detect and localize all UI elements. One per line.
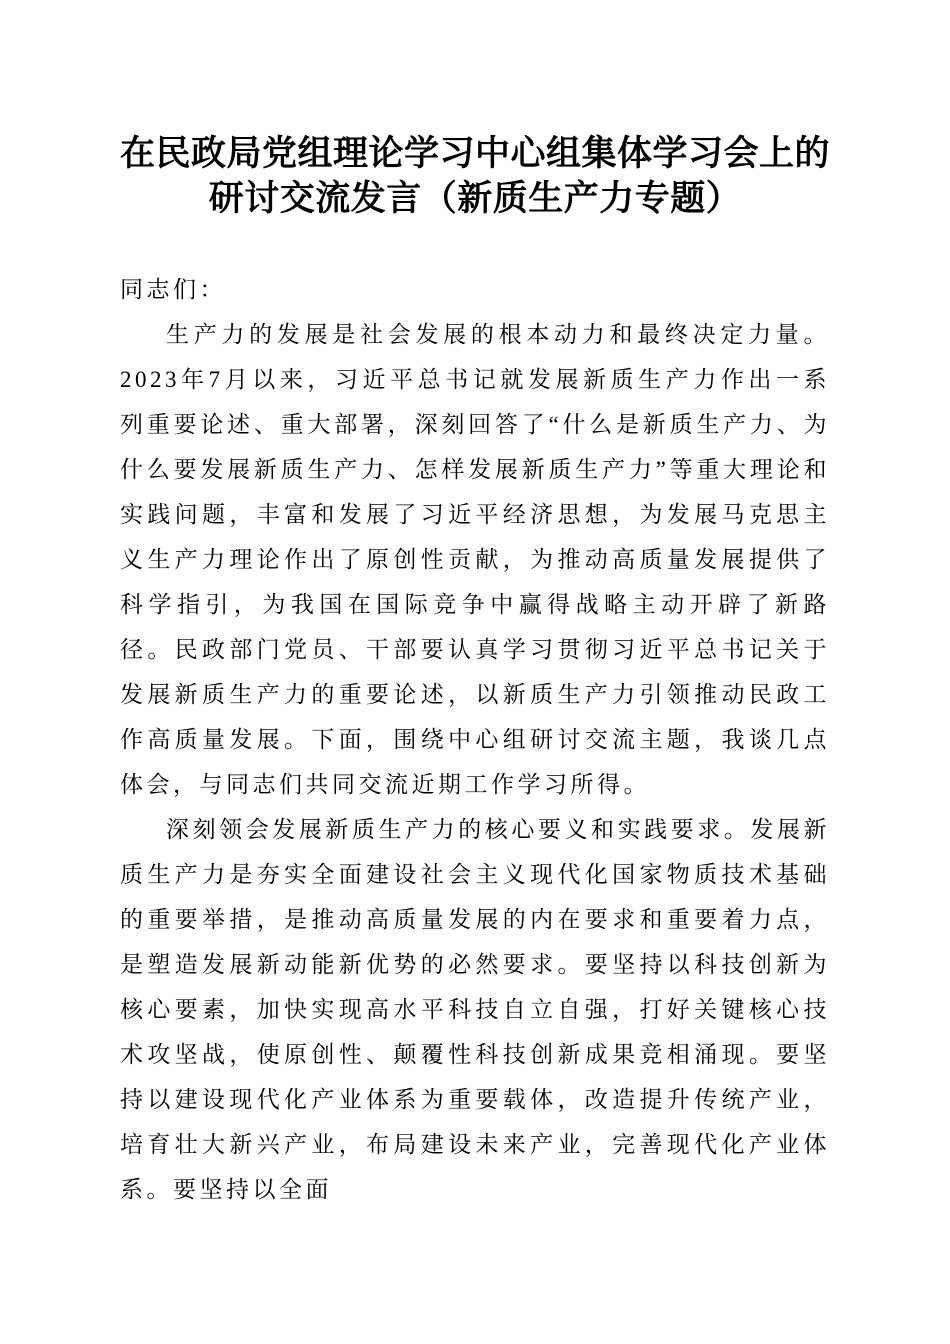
body-paragraph-1: 生产力的发展是社会发展的根本动力和最终决定力量。2023年7月以来，习近平总书记就发展新质生产力作出一系列重要论述、重大部署，深刻回答了“什么是新质生产力、为什么要发展新质生产力、怎样发展新质生产力”等重大理论和实践问题，丰富和发展了习近平经济思想，为发展马克思主义生产力理论作出了原创性贡献，为推动高质量发展提供了科学指引，为我国在国际竞争中赢得战略主动开辟了新路径。民政部门党员、干部要认真学习贯彻习近平总书记关于发展新质生产力的重要论述，以新质生产力引领推动民政工作高质量发展。下面，围绕中心组研讨交流主题，我谈几点体会，与同志们共同交流近期工作学习所得。 — [120, 322, 830, 797]
document-title: 在民政局党组理论学习中心组集体学习会上的研讨交流发言（新质生产力专题） — [120, 134, 831, 218]
document-body — [120, 267, 830, 1212]
salutation-line: 同志们： — [120, 277, 226, 302]
body-paragraph-2: 深刻领会发展新质生产力的核心要义和实践要求。发展新质生产力是夯实全面建设社会主义现代化国家物质技术基础的重要举措，是推动高质量发展的内在要求和重要着力点，是塑造发展新动能新优势的必然要求。要坚持以科技创新为核心要素，加快实现高水平科技自立自强，打好关键核心技术攻坚战，使原创性、颠覆性科技创新成果竞相涌现。要坚持以建设现代化产业体系为重要载体，改造提升传统产业，培育壮大新兴产业，布局建设未来产业，完善现代化产业体系。要坚持以全面 — [120, 817, 830, 1202]
